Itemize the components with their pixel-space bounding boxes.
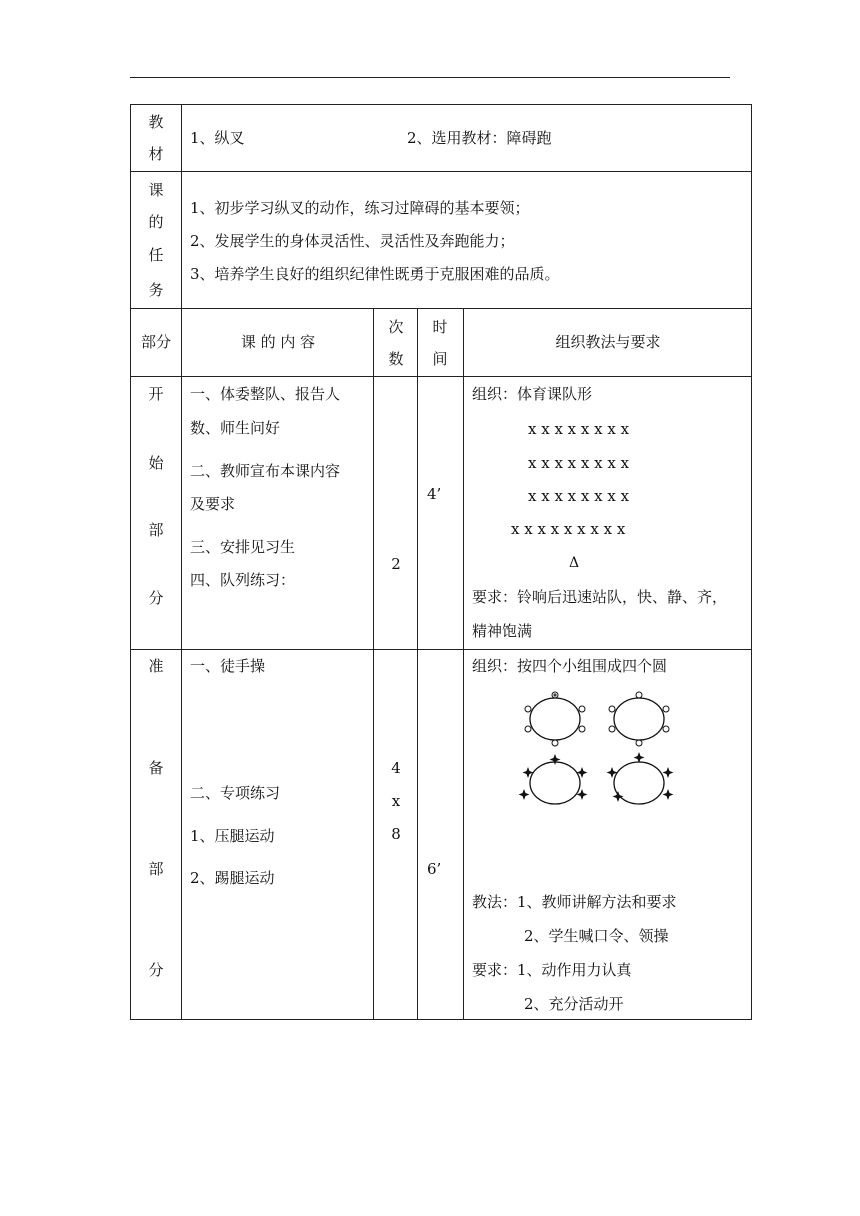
four-circles-diagram [510, 688, 685, 810]
prep-content-line: 二、专项练习 [190, 784, 281, 802]
start-content-line: 及要求 [190, 495, 236, 513]
student-marker [579, 726, 585, 732]
student-marker [663, 726, 669, 732]
prep-requirement-2: 2、充分活动开 [524, 995, 624, 1013]
task-item: 1、初步学习纵叉的动作，练习过障碍的基本要领； [190, 199, 530, 217]
table-border-bottom [130, 1019, 752, 1020]
student-marker [552, 692, 558, 698]
task-item: 2、发展学生的身体灵活性、灵活性及奔跑能力； [190, 232, 515, 250]
student-marker [663, 706, 669, 712]
col-header-time-2: 间 [432, 350, 448, 368]
teacher-mark: Δ [569, 555, 580, 571]
prep-count-3: 8 [391, 825, 401, 843]
formation-row: x x x x x x x x [528, 487, 630, 505]
col-divider [463, 308, 464, 1020]
star-marker [519, 789, 530, 800]
header-rule [130, 77, 730, 78]
formation-row: x x x x x x x x x [511, 520, 626, 538]
student-marker [609, 706, 615, 712]
start-label-3: 部 [148, 521, 164, 539]
prep-method-2: 2、学生喊口令、领操 [524, 927, 669, 945]
col-header-count-2: 数 [388, 350, 404, 368]
prep-label-1: 准 [148, 657, 164, 675]
start-label-2: 始 [148, 454, 164, 472]
prep-requirement-1: 要求：1、动作用力认真 [472, 961, 632, 979]
start-requirement-1: 要求：铃响后迅速站队，快、静、齐， [472, 588, 728, 606]
student-marker [552, 740, 558, 746]
formation-row: x x x x x x x x [528, 454, 630, 472]
student-marker [525, 706, 531, 712]
col-divider [417, 308, 418, 1020]
star-marker [613, 791, 624, 802]
row-divider [130, 649, 752, 650]
jiaocai-label-2: 材 [148, 145, 164, 163]
start-label-4: 分 [148, 589, 164, 607]
col-header-count-1: 次 [388, 318, 404, 336]
prep-time: 6’ [427, 860, 442, 878]
start-requirement-2: 精神饱满 [472, 622, 533, 640]
prep-label-3: 部 [148, 860, 164, 878]
circle-group-2 [614, 698, 664, 740]
circle-group-1 [530, 698, 580, 740]
task-item: 3、培养学生良好的组织纪律性既勇于克服困难的品质。 [190, 265, 560, 283]
start-content-line: 三、安排见习生 [190, 538, 296, 556]
student-marker [636, 692, 642, 698]
row-divider [130, 171, 752, 172]
start-content-line: 二、教师宣布本课内容 [190, 462, 341, 480]
prep-count-2: x [391, 792, 401, 810]
student-marker [554, 694, 556, 696]
circle-group-4 [614, 762, 664, 804]
formation-row: x x x x x x x x [528, 420, 630, 438]
prep-org-title: 组织：按四个小组围成四个圆 [472, 657, 668, 675]
renwu-label-1: 课 [148, 181, 164, 199]
table-border-left [130, 104, 131, 1020]
col-header-time-1: 时 [432, 318, 448, 336]
prep-content-line: 一、徒手操 [190, 657, 266, 675]
start-content-line: 数、师生问好 [190, 419, 281, 437]
star-marker [663, 789, 674, 800]
prep-method-1: 教法：1、教师讲解方法和要求 [472, 893, 677, 911]
row-divider [130, 376, 752, 377]
star-marker [663, 767, 674, 778]
row-divider [130, 308, 752, 309]
start-count: 2 [391, 555, 401, 573]
table-border-top [130, 104, 752, 105]
student-marker [579, 706, 585, 712]
jiaocai-item-1: 1、纵叉 [190, 129, 245, 147]
student-marker [525, 726, 531, 732]
table-border-right [751, 104, 752, 1020]
renwu-label-3: 任 [148, 246, 164, 264]
start-org-title: 组织：体育课队形 [472, 385, 593, 403]
renwu-label-4: 务 [148, 281, 164, 299]
jiaocai-label-1: 教 [148, 113, 164, 131]
start-content-line: 一、体委整队、报告人 [190, 385, 341, 403]
star-marker [634, 752, 645, 763]
start-time: 4’ [427, 485, 442, 503]
col-header-part: 部分 [140, 333, 171, 351]
prep-label-2: 备 [148, 759, 164, 777]
col-divider [373, 308, 374, 1020]
col-header-method: 组织教法与要求 [555, 333, 661, 351]
start-label-1: 开 [148, 385, 164, 403]
student-marker [636, 740, 642, 746]
prep-content-line: 1、压腿运动 [190, 827, 275, 845]
start-content-line: 四、队列练习： [190, 571, 296, 589]
prep-count-1: 4 [391, 759, 401, 777]
renwu-label-2: 的 [148, 213, 164, 231]
prep-content-line: 2、踢腿运动 [190, 869, 275, 887]
jiaocai-item-2: 2、选用教材：障碍跑 [407, 129, 552, 147]
prep-label-4: 分 [148, 961, 164, 979]
circle-group-3 [530, 762, 580, 804]
student-marker [609, 726, 615, 732]
col-divider [181, 104, 182, 1020]
star-marker [550, 754, 561, 765]
col-header-content: 课 的 内 容 [240, 333, 316, 351]
